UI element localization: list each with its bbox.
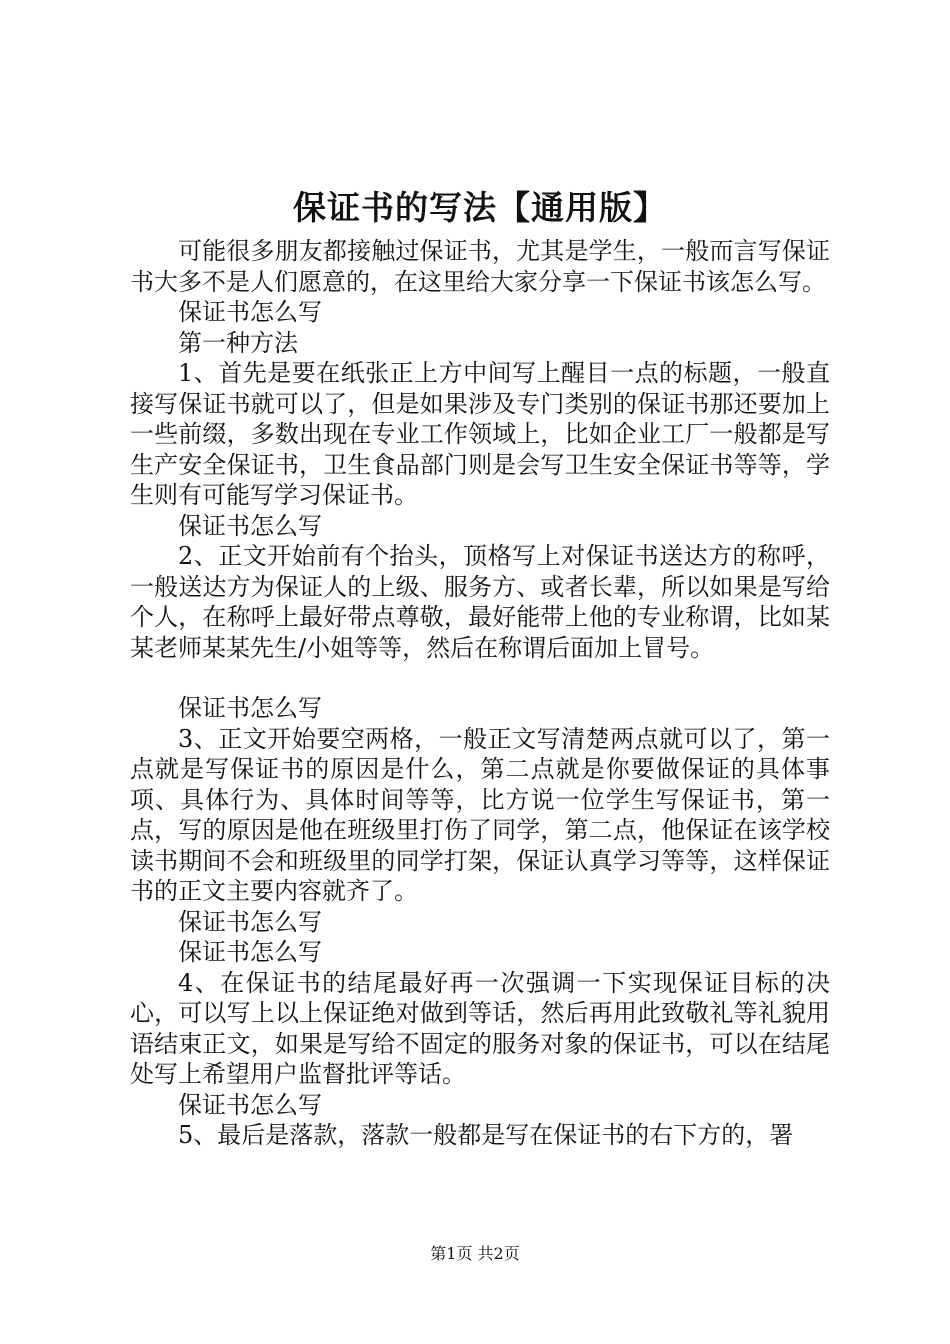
section-heading: 保证书怎么写	[178, 907, 322, 936]
section-heading: 保证书怎么写	[178, 938, 322, 966]
blank-line	[130, 663, 830, 693]
section-heading: 保证书怎么写	[178, 511, 322, 540]
method-heading: 第一种方法	[178, 328, 298, 357]
page-footer: 第1页 共2页	[430, 1244, 520, 1263]
step-4-paragraph: 4、在保证书的结尾最好再一次强调一下实现保证目标的决心，可以写上以上保证绝对做到等话，然后再用此致敬礼等礼貌用语结束正文，如果是写给不固定的服务对象的保证书，可以在结尾处写上希望用户监督批评等话。	[130, 968, 830, 1088]
document-title: 保证书的写法【通用版】	[293, 188, 667, 227]
section-heading: 保证书怎么写	[178, 1090, 322, 1119]
intro-paragraph: 可能很多朋友都接触过保证书，尤其是学生，一般而言写保证书大多不是人们愿意的，在这里给大家分享一下保证书该怎么写。	[130, 237, 830, 296]
step-3-paragraph: 3、正文开始要空两格，一般正文写清楚两点就可以了，第一点就是写保证书的原因是什么，第二点就是你要做保证的具体事项、具体行为、具体时间等等，比方说一位学生写保证书，第一点，写的原因是他在班级里打伤了同学，第二点，他保证在该学校读书期间不会和班级里的同学打架，保证认真学习等等，这样保证书的正文主要内容就齐了。	[130, 724, 830, 905]
step-1-paragraph: 1、首先是要在纸张正上方中间写上醒目一点的标题，一般直接写保证书就可以了，但是如果涉及专门类别的保证书那还要加上一些前缀，多数出现在专业工作领域上，比如企业工厂一般都是写生产安全保证书，卫生食品部门则是会写卫生安全保证书等等，学生则有可能写学习保证书。	[130, 359, 830, 509]
step-2-paragraph: 2、正文开始前有个抬头，顶格写上对保证书送达方的称呼，一般送达方为保证人的上级、服务方、或者长辈，所以如果是写给个人，在称呼上最好带点尊敬，最好能带上他的专业称谓，比如某某老师某某先生/小姐等等，然后在称谓后面加上冒号。	[130, 542, 830, 662]
section-heading: 保证书怎么写	[178, 694, 322, 722]
section-heading: 保证书怎么写	[178, 298, 322, 326]
document-page	[130, 180, 830, 1151]
step-5-paragraph: 5、最后是落款，落款一般都是写在保证书的右下方的，署	[178, 1121, 794, 1149]
